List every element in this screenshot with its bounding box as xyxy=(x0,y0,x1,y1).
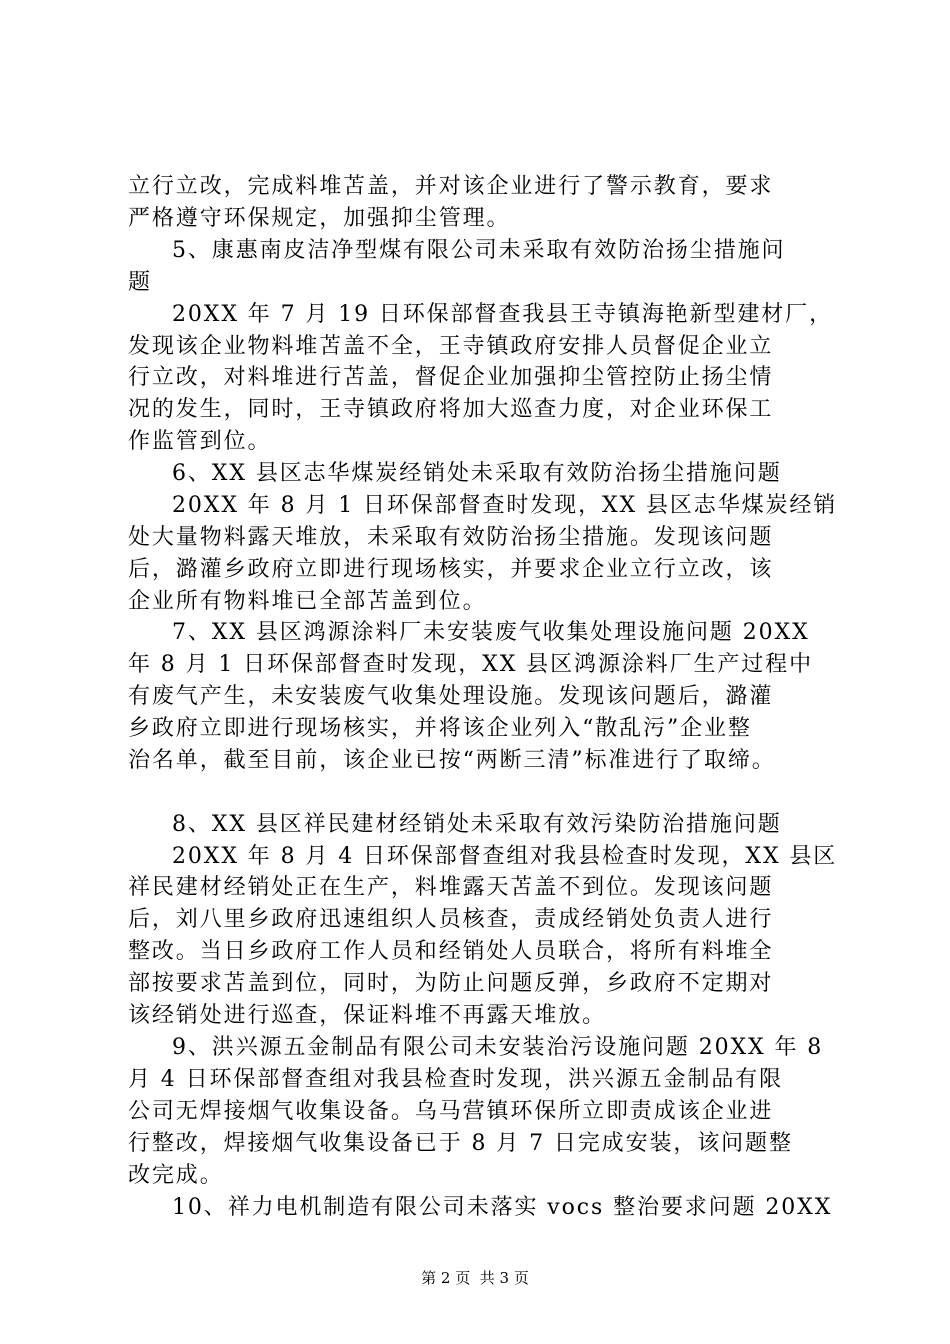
text-line: 企业所有物料堆已全部苫盖到位。 xyxy=(128,589,487,614)
text-line: 题 xyxy=(128,270,152,295)
text-line: 祥民建材经销处正在生产，料堆露天苫盖不到位。发现该问题 xyxy=(128,875,774,900)
text-line: 发现该企业物料堆苫盖不全，王寺镇政府安排人员督促企业立 xyxy=(128,334,774,359)
text-line: 改完成。 xyxy=(128,1163,224,1188)
text-line: 20XX 年 8 月 4 日环保部督查组对我县检查时发现，XX 县区 xyxy=(172,844,838,869)
text-line: 该经销处进行巡查，保证料堆不再露天堆放。 xyxy=(128,1003,607,1028)
text-line: 作监管到位。 xyxy=(128,429,272,454)
text-line: 20XX 年 7 月 19 日环保部督查我县王寺镇海艳新型建材厂， xyxy=(172,302,833,327)
text-line: 月 4 日环保部督查组对我县检查时发现，洪兴源五金制品有限 xyxy=(128,1067,784,1092)
text-line: 整改。当日乡政府工作人员和经销处人员联合，将所有料堆全 xyxy=(128,939,774,964)
text-line: 5、康惠南皮洁净型煤有限公司未采取有效防治扬尘措施问 xyxy=(172,238,786,263)
text-line: 乡政府立即进行现场核实，并将该企业列入“散乱污”企业整 xyxy=(128,716,752,741)
text-line: 8、XX 县区祥民建材经销处未采取有效污染防治措施问题 xyxy=(172,812,782,837)
text-line: 公司无焊接烟气收集设备。乌马营镇环保所立即责成该企业进 xyxy=(128,1099,774,1124)
text-line: 10、祥力电机制造有限公司未落实 vocs 整治要求问题 20XX xyxy=(172,1195,833,1220)
text-line: 行立改，对料堆进行苫盖，督促企业加强抑尘管控防止扬尘情 xyxy=(128,365,774,390)
page-number-footer: 第 2 页 共 3 页 xyxy=(421,1269,529,1287)
text-line: 7、XX 县区鸿源涂料厂未安装废气收集处理设施问题 20XX xyxy=(172,620,810,645)
text-line: 处大量物料露天堆放，未采取有效防治扬尘措施。发现该问题 xyxy=(128,525,774,550)
text-line: 年 8 月 1 日环保部督查时发现，XX 县区鸿源涂料厂生产过程中 xyxy=(128,652,813,677)
text-line: 有废气产生，未安装废气收集处理设施。发现该问题后，潞灌 xyxy=(128,684,774,709)
text-line: 后，刘八里乡政府迅速组织人员核查，责成经销处负责人进行 xyxy=(128,907,774,932)
text-line: 部按要求苫盖到位，同时，为防止问题反弹，乡政府不定期对 xyxy=(128,971,774,996)
text-line: 20XX 年 8 月 1 日环保部督查时发现，XX 县区志华煤炭经销 xyxy=(172,493,838,518)
text-line: 后，潞灌乡政府立即进行现场核实，并要求企业立行立改，该 xyxy=(128,557,774,582)
text-line: 6、XX 县区志华煤炭经销处未采取有效防治扬尘措施问题 xyxy=(172,461,782,486)
text-line: 行整改，焊接烟气收集设备已于 8 月 7 日完成安装，该问题整 xyxy=(128,1131,793,1156)
text-line: 9、洪兴源五金制品有限公司未安装治污设施问题 20XX 年 8 xyxy=(172,1035,824,1060)
text-line: 严格遵守环保规定，加强抑尘管理。 xyxy=(128,206,511,231)
text-line: 治名单，截至目前，该企业已按“两断三清”标准进行了取缔。 xyxy=(128,748,776,773)
text-line: 况的发生，同时，王寺镇政府将加大巡查力度，对企业环保工 xyxy=(128,397,774,422)
text-line: 立行立改，完成料堆苫盖，并对该企业进行了警示教育，要求 xyxy=(128,174,774,199)
